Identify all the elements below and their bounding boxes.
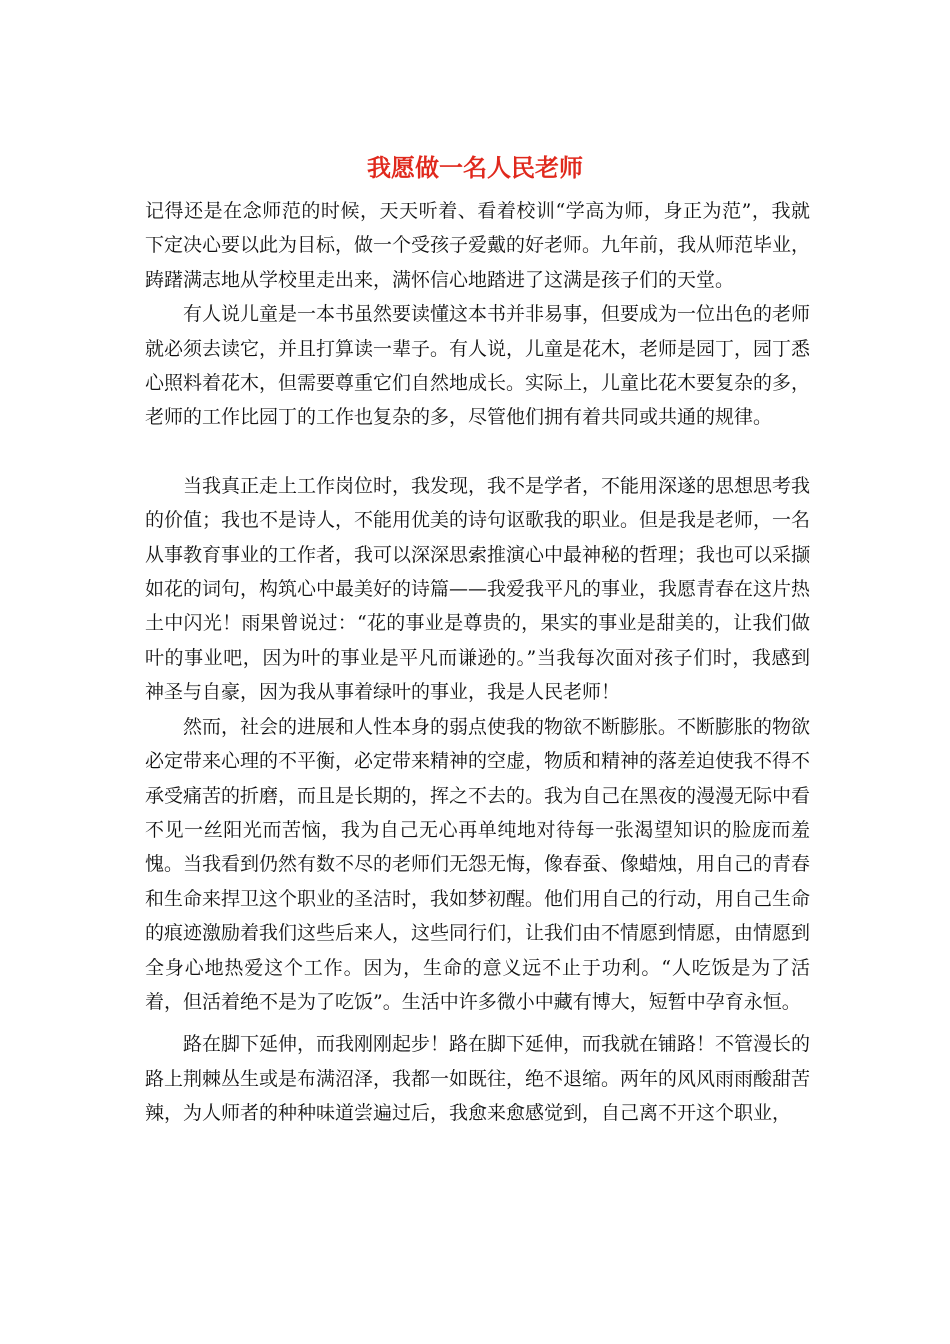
paragraph-2: 有人说儿童是一本书虽然要读懂这本书并非易事，但要成为一位出色的老师就必须去读它，并且打算读一辈子。有人说，儿童是花木，老师是园丁，园丁悉心照料着花木，但需要尊重它们自然地成长。实际上，儿童比花木要复杂的多，老师的工作比园丁的工作也复杂的多，尽管他们拥有着共同或共通的规律。 <box>145 303 811 429</box>
document-title: 我愿做一名人民老师 <box>367 153 583 182</box>
paragraph-spacer-small <box>145 1019 810 1027</box>
paragraph-5: 路在脚下延伸，而我刚刚起步！路在脚下延伸，而我就在铺路！不管漫长的路上荆棘丛生或是布满沼泽，我都一如既往，绝不退缩。两年的风风雨雨酸甜苦辣，为人师者的种种味道尝遍过后，我愈来愈感觉到，自己离不开这个职业， <box>145 1033 811 1125</box>
paragraph-4: 然而，社会的进展和人性本身的弱点使我的物欲不断膨胀。不断膨胀的物欲必定带来心理的不平衡，必定带来精神的空虚，物质和精神的落差迫使我不得不承受痛苦的折磨，而且是长期的，挥之不去的。我为自己在黑夜的漫漫无际中看不见一丝阳光而苦恼，我为自己无心再单纯地对待每一张渴望知识的脸庞而羞愧。当我看到仍然有数不尽的老师们无怨无悔，像春蚕、像蜡烛，用自己的青春和生命来捍卫这个职业的圣洁时，我如梦初醒。他们用自己的行动，用自己生命的痕迹激励着我们这些后来人，这些同行们，让我们由不情愿到情愿，由情愿到全身心地热爱这个工作。因为，生命的意义远不止于功利。“人吃饭是为了活着，但活着绝不是为了吃饭”。生活中许多微小中藏有博大，短暂中孕育永恒。 <box>145 715 811 1013</box>
document-body <box>145 194 810 1131</box>
paragraph-3: 当我真正走上工作岗位时，我发现，我不是学者，不能用深遂的思想思考我的价值；我也不是诗人，不能用优美的诗句讴歌我的职业。但是我是老师，一名从事教育事业的工作者，我可以深深思索推演心中最神秘的哲理；我也可以采撷如花的词句，构筑心中最美好的诗篇——我爱我平凡的事业，我愿青春在这片热土中闪光！雨果曾说过：“花的事业是尊贵的，果实的事业是甜美的，让我们做叶的事业吧，因为叶的事业是平凡而谦逊的。”当我每次面对孩子们时，我感到神圣与自豪，因为我从事着绿叶的事业，我是人民老师！ <box>145 474 811 704</box>
paragraph-1: 记得还是在念师范的时候，天天听着、看着校训“学高为师，身正为范”，我就下定决心要以此为目标，做一个受孩子爱戴的好老师。九年前，我从师范毕业，踌躇满志地从学校里走出来，满怀信心地踏进了这满是孩子们的天堂。 <box>145 200 811 291</box>
paragraph-spacer <box>145 435 810 469</box>
